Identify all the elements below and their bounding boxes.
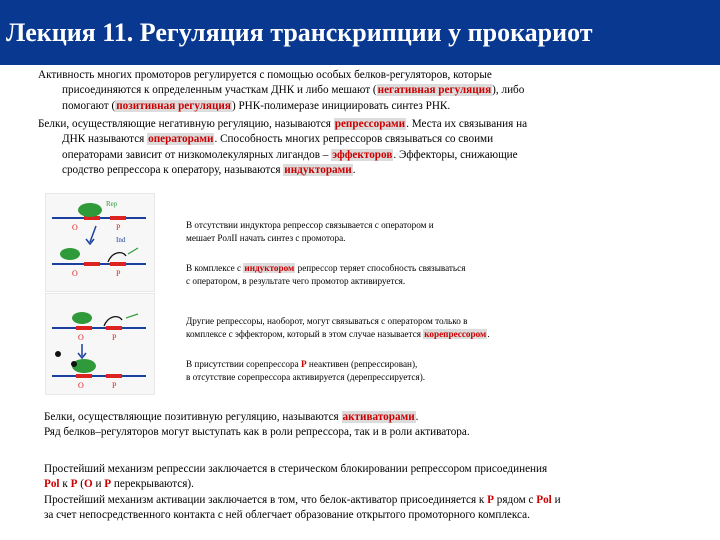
svg-text:O: O (72, 269, 78, 278)
highlight-inducers: индукторами (284, 164, 352, 177)
highlight-negative: негативная регуляция (377, 84, 492, 97)
paragraph-regulation: Активность многих промоторов регулируется с помощью особых белков-регуляторов, которые присоединяются к определенным участкам ДНК и либо мешают (негативная регуляция), либо помогают (позитивная регуляция) РНК-полимеразе инициировать синтез РНК. (38, 69, 525, 112)
promoter-label: P (116, 223, 121, 232)
highlight-repressors: репрессорами (334, 118, 406, 130)
slide-title: Лекция 11. Регуляция транскрипции у прокариот (0, 0, 720, 65)
ind-label: Ind (116, 236, 126, 244)
diagram-corepression (45, 293, 155, 395)
svg-text:O: O (78, 381, 84, 390)
diagram-induction (45, 193, 155, 292)
paragraph-repressors: Белки, осуществляющие негативную регуляцию, называются репрессорами. Места их связывания на ДНК называются операторами. Способность многих репрессоров связываться со своими операторами зависит от низкомолекулярных лигандов – эффекторов. Эффекторы, снижающие сродство репрессора к оператору, называются индукторами. (38, 118, 528, 177)
svg-text:P: P (112, 381, 117, 390)
caption-no-inducer: В отсутствии индуктора репрессор связывается с оператором и мешает РолII начать синтез с промотора. (186, 220, 434, 244)
paragraph-mechanisms: Простейший механизм репрессии заключается в стерическом блокировании репрессором присоединения Pol к P (O и P перекрываются). Простейший механизм активации заключается в том, что белок-активатор присоединяется к P рядом с Pol и за счет непосредственного контакта с ней облегчает образование открытого промоторного комплекса. (44, 463, 561, 522)
operator-label: O (72, 223, 78, 232)
svg-text:O: O (78, 333, 84, 342)
highlight-activators: активаторами (342, 411, 415, 423)
caption-repressed: В присутствии сорепрессора P неактивен (репрессирован), в отсутствие сорепрессора активируется (дерепрессируется). (186, 359, 426, 383)
paragraph-activators: Белки, осуществляющие позитивную регуляцию, называются активаторами. Ряд белков–регуляторов могут выступать как в роли репрессора, так и в роли активатора. (44, 411, 470, 439)
caption-inducer: В комплексе с индуктором репрессор теряет способность связываться с оператором, в результате чего промотор активируется. (186, 263, 466, 287)
rep-label: Rep (106, 200, 118, 208)
svg-text:P: P (116, 269, 121, 278)
highlight-positive: позитивная регуляция (116, 99, 231, 112)
caption-corepressor: Другие репрессоры, наоборот, могут связываться с оператором только в комплексе с эффектором, который в этом случае называется корепрессором. (186, 316, 490, 340)
svg-text:P: P (112, 333, 117, 342)
highlight-corepressor: корепрессором (424, 329, 487, 340)
highlight-inducer: индуктором (244, 263, 295, 273)
highlight-effectors: эффекторов (332, 148, 393, 161)
highlight-operators: операторами (148, 133, 214, 146)
